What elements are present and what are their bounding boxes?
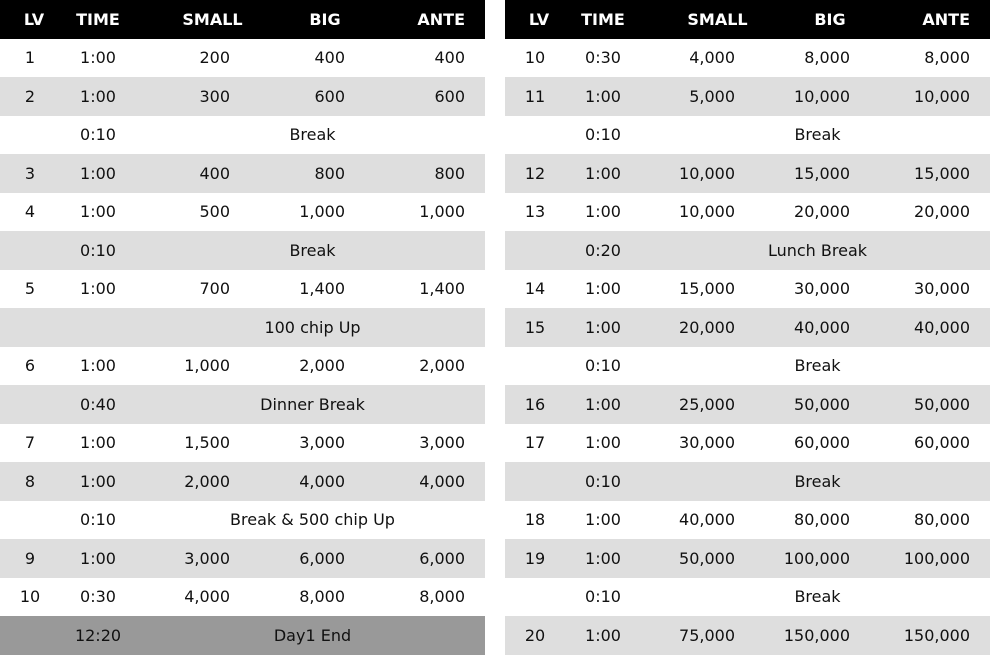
level-number: 1 — [24, 48, 36, 68]
break-note: Break — [794, 356, 841, 376]
level-row — [0, 39, 485, 78]
big-blind: 8,000 — [804, 48, 850, 68]
header-small: SMALL — [182, 9, 243, 29]
ante-value: 100,000 — [903, 548, 970, 568]
big-blind: 8,000 — [299, 587, 345, 607]
break-note: Lunch Break — [767, 240, 868, 260]
level-number: 5 — [24, 279, 36, 299]
break-time — [65, 308, 131, 347]
level-number: 8 — [24, 471, 36, 491]
level-number: 11 — [524, 86, 546, 106]
break-row — [0, 501, 485, 540]
level-number: 19 — [524, 548, 546, 568]
big-blind: 10,000 — [794, 86, 850, 106]
break-time: 12:20 — [74, 625, 122, 645]
level-time: 1:00 — [585, 548, 621, 568]
level-row — [0, 193, 485, 232]
small-blind: 20,000 — [679, 317, 735, 337]
header-lv: LV — [528, 9, 550, 29]
level-number: 4 — [24, 202, 36, 222]
small-blind: 3,000 — [184, 548, 230, 568]
level-number: 6 — [24, 356, 36, 376]
small-blind: 50,000 — [679, 548, 735, 568]
level-number: 10 — [524, 48, 546, 68]
ante-value: 8,000 — [924, 48, 970, 68]
break-note: Day1 End — [273, 625, 352, 645]
break-time: 0:10 — [80, 510, 116, 530]
level-number: 12 — [524, 163, 546, 183]
level-number: 7 — [24, 433, 36, 453]
header-ante: ANTE — [922, 9, 970, 29]
small-blind: 30,000 — [679, 433, 735, 453]
small-blind: 2,000 — [184, 471, 230, 491]
small-blind: 40,000 — [679, 510, 735, 530]
ante-value: 600 — [434, 86, 465, 106]
small-blind: 10,000 — [679, 202, 735, 222]
level-row — [505, 39, 990, 78]
ante-value: 8,000 — [419, 587, 465, 607]
ante-value: 400 — [434, 48, 465, 68]
break-time: 0:10 — [585, 125, 621, 145]
day1-schedule-table — [0, 0, 485, 654]
break-note: Break — [289, 240, 336, 260]
level-time: 1:00 — [585, 202, 621, 222]
break-time: 0:10 — [585, 356, 621, 376]
level-time: 0:30 — [585, 48, 621, 68]
level-time: 1:00 — [80, 433, 116, 453]
level-number: 3 — [24, 163, 36, 183]
ante-value: 30,000 — [914, 279, 970, 299]
level-number: 13 — [524, 202, 546, 222]
small-blind: 200 — [199, 48, 230, 68]
level-time: 1:00 — [80, 279, 116, 299]
level-row — [505, 270, 990, 309]
small-blind: 1,500 — [184, 433, 230, 453]
big-blind: 100,000 — [783, 548, 850, 568]
ante-value: 1,000 — [419, 202, 465, 222]
level-row — [0, 424, 485, 463]
break-note: Break & 500 chip Up — [230, 510, 395, 530]
level-time: 1:00 — [585, 279, 621, 299]
level-time: 1:00 — [585, 625, 621, 645]
header-row — [0, 0, 485, 39]
big-blind: 40,000 — [794, 317, 850, 337]
big-blind: 2,000 — [299, 356, 345, 376]
ante-value: 6,000 — [419, 548, 465, 568]
ante-value: 60,000 — [914, 433, 970, 453]
ante-value: 80,000 — [914, 510, 970, 530]
ante-value: 20,000 — [914, 202, 970, 222]
small-blind: 10,000 — [679, 163, 735, 183]
break-note: Break — [794, 471, 841, 491]
level-time: 1:00 — [80, 471, 116, 491]
level-row — [505, 501, 990, 540]
header-row — [505, 0, 990, 39]
level-time: 1:00 — [585, 433, 621, 453]
level-time: 1:00 — [80, 202, 116, 222]
break-row — [0, 231, 485, 270]
ante-value: 50,000 — [914, 394, 970, 414]
break-row — [0, 308, 485, 347]
level-number: 16 — [524, 394, 546, 414]
header-ante: ANTE — [417, 9, 465, 29]
small-blind: 400 — [199, 163, 230, 183]
header-time: TIME — [76, 9, 120, 29]
break-row — [0, 385, 485, 424]
break-note: Dinner Break — [260, 394, 365, 414]
header-big: BIG — [814, 9, 846, 29]
big-blind: 50,000 — [794, 394, 850, 414]
level-time: 0:30 — [80, 587, 116, 607]
level-number: 10 — [19, 587, 41, 607]
level-row — [0, 154, 485, 193]
level-row — [505, 77, 990, 116]
break-time: 0:20 — [585, 240, 621, 260]
big-blind: 6,000 — [299, 548, 345, 568]
small-blind: 15,000 — [679, 279, 735, 299]
day2-schedule-table — [505, 0, 990, 654]
header-lv: LV — [23, 9, 45, 29]
break-note: Break — [794, 587, 841, 607]
break-note: Break — [794, 125, 841, 145]
break-row — [505, 462, 990, 501]
break-row — [0, 116, 485, 155]
break-note: Break — [289, 125, 336, 145]
ante-value: 150,000 — [903, 625, 970, 645]
level-time: 1:00 — [80, 163, 116, 183]
small-blind: 500 — [199, 202, 230, 222]
level-row — [505, 308, 990, 347]
break-time: 0:40 — [80, 394, 116, 414]
big-blind: 4,000 — [299, 471, 345, 491]
level-time: 1:00 — [80, 86, 116, 106]
ante-value: 10,000 — [914, 86, 970, 106]
break-note: 100 chip Up — [264, 317, 361, 337]
level-time: 1:00 — [585, 163, 621, 183]
small-blind: 300 — [199, 86, 230, 106]
ante-value: 1,400 — [419, 279, 465, 299]
break-row — [505, 347, 990, 386]
level-number: 14 — [524, 279, 546, 299]
break-time: 0:10 — [585, 587, 621, 607]
level-row — [0, 347, 485, 386]
big-blind: 150,000 — [783, 625, 850, 645]
big-blind: 3,000 — [299, 433, 345, 453]
level-row — [505, 193, 990, 232]
level-number: 18 — [524, 510, 546, 530]
ante-value: 3,000 — [419, 433, 465, 453]
break-time: 0:10 — [80, 240, 116, 260]
small-blind: 4,000 — [689, 48, 735, 68]
big-blind: 15,000 — [794, 163, 850, 183]
level-row — [0, 77, 485, 116]
level-time: 1:00 — [585, 86, 621, 106]
ante-value: 2,000 — [419, 356, 465, 376]
big-blind: 80,000 — [794, 510, 850, 530]
big-blind: 400 — [314, 48, 345, 68]
level-row — [505, 539, 990, 578]
day-end-row — [0, 616, 485, 655]
level-time: 1:00 — [585, 394, 621, 414]
big-blind: 1,000 — [299, 202, 345, 222]
small-blind: 25,000 — [679, 394, 735, 414]
level-row — [0, 270, 485, 309]
small-blind: 75,000 — [679, 625, 735, 645]
level-row — [505, 154, 990, 193]
header-time: TIME — [581, 9, 625, 29]
level-row — [505, 385, 990, 424]
small-blind: 700 — [199, 279, 230, 299]
level-row — [0, 539, 485, 578]
level-time: 1:00 — [80, 48, 116, 68]
level-row — [505, 616, 990, 655]
ante-value: 800 — [434, 163, 465, 183]
big-blind: 600 — [314, 86, 345, 106]
break-row — [505, 231, 990, 270]
big-blind: 60,000 — [794, 433, 850, 453]
break-time: 0:10 — [80, 125, 116, 145]
header-big: BIG — [309, 9, 341, 29]
big-blind: 1,400 — [299, 279, 345, 299]
ante-value: 4,000 — [419, 471, 465, 491]
break-row — [505, 116, 990, 155]
level-time: 1:00 — [80, 548, 116, 568]
level-number: 9 — [24, 548, 36, 568]
header-small: SMALL — [687, 9, 748, 29]
level-row — [0, 462, 485, 501]
level-row — [505, 424, 990, 463]
level-number: 2 — [24, 86, 36, 106]
small-blind: 4,000 — [184, 587, 230, 607]
level-number: 20 — [524, 625, 546, 645]
small-blind: 5,000 — [689, 86, 735, 106]
big-blind: 30,000 — [794, 279, 850, 299]
break-time: 0:10 — [585, 471, 621, 491]
level-number: 17 — [524, 433, 546, 453]
small-blind: 1,000 — [184, 356, 230, 376]
level-row — [0, 578, 485, 617]
break-row — [505, 578, 990, 617]
big-blind: 800 — [314, 163, 345, 183]
level-time: 1:00 — [80, 356, 116, 376]
level-time: 1:00 — [585, 510, 621, 530]
ante-value: 40,000 — [914, 317, 970, 337]
level-time: 1:00 — [585, 317, 621, 337]
level-number: 15 — [524, 317, 546, 337]
big-blind: 20,000 — [794, 202, 850, 222]
ante-value: 15,000 — [914, 163, 970, 183]
